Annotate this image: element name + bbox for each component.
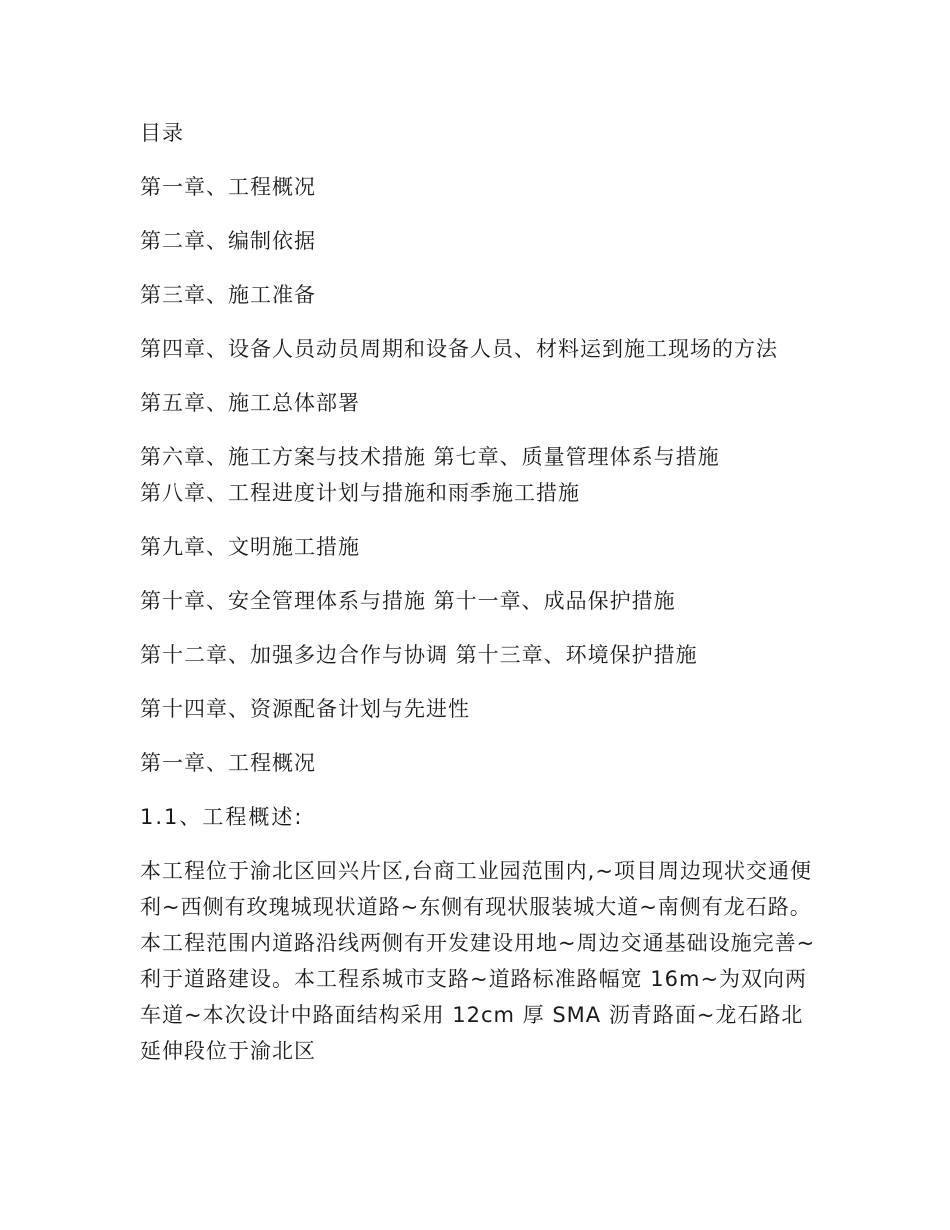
chapter-heading: 第一章、工程概况: [140, 751, 316, 775]
toc-entry-5: 第五章、施工总体部署: [140, 391, 360, 415]
toc-entry-9: 第九章、文明施工措施: [140, 535, 360, 559]
toc-title: 目录: [140, 121, 184, 145]
toc-entry-4: 第四章、设备人员动员周期和设备人员、材料运到施工现场的方法: [140, 337, 778, 361]
toc-entry-3: 第三章、施工准备: [140, 283, 316, 307]
toc-entry-10: 第十章、安全管理体系与措施 第十一章、成品保护措施: [140, 589, 676, 613]
toc-entry-8: 第八章、工程进度计划与措施和雨季施工措施: [140, 481, 580, 505]
toc-entry-6: 第六章、施工方案与技术措施 第七章、质量管理体系与措施: [140, 445, 720, 469]
toc-entry-14: 第十四章、资源配备计划与先进性: [140, 697, 470, 721]
document-page: [140, 115, 820, 1069]
section-heading: 1.1、工程概述:: [140, 805, 304, 829]
toc-entry-1: 第一章、工程概况: [140, 175, 316, 199]
toc-entry-2: 第二章、编制依据: [140, 229, 316, 253]
body-paragraph: 本工程位于渝北区回兴片区,台商工业园范围内,~项目周边现状交通便利~西侧有玫瑰城现状道路~东侧有现状服装城大道~南侧有龙石路。本工程范围内道路沿线两侧有开发建设用地~周边交通基础设施完善~利于道路建设。本工程系城市支路~道路标准路幅宽 16m~为双向两车道~本次设计中路面结构采用 12cm 厚 SMA 沥青路面~龙石路北延伸段位于渝北区: [140, 859, 816, 1063]
toc-entry-12: 第十二章、加强多边合作与协调 第十三章、环境保护措施: [140, 643, 698, 667]
